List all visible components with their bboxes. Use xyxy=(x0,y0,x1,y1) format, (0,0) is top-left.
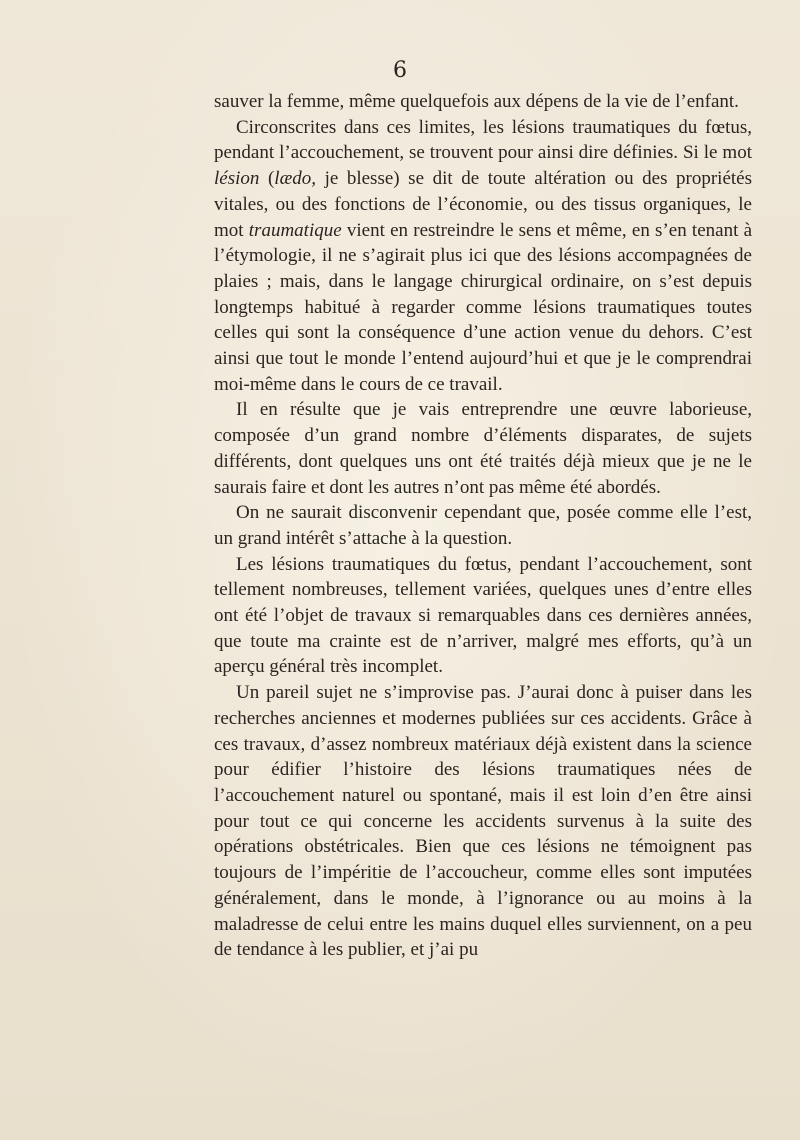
text-run: je blesse) se dit de toute altération ou des propriétés vitales, ou des fonctions de l’économie, ou des tissus organiques, le mot xyxy=(214,168,753,241)
paragraph xyxy=(214,500,752,551)
italic-term: traumatique xyxy=(248,219,342,241)
text-run: Les lésions traumatiques du fœtus, pendant l’accouchement, sont tellement nombreuses, tellement variées, quelques unes d’entre elles ont été l’objet de travaux si remarquables dans ces dernières années, que toute ma crainte est de n’arriver, malgré mes efforts, qu’à un aperçu général très incomplet. xyxy=(214,553,752,678)
italic-term: lésion xyxy=(214,168,260,190)
paragraph xyxy=(214,89,752,115)
italic-term: lædo, xyxy=(274,168,316,190)
text-run: ( xyxy=(259,168,275,190)
body-text xyxy=(214,89,752,963)
text-run: Un pareil sujet ne s’improvise pas. J’aurai donc à puiser dans les recherches anciennes et modernes publiées sur ces accidents. Grâce à ces travaux, d’assez nombreux matériaux déjà existent dans la science pour édifier l’histoire des lésions traumatiques nées de l’accouchement naturel ou spontané, mais il est loin d’en être ainsi pour tout ce qui concerne les accidents survenus à la suite des opérations obstétricales. Bien que ces lésions ne témoignent pas toujours de l’impéritie de l’accoucheur, comme elles sont imputées généralement, dans le monde, à l’ignorance ou au moins à la maladresse de celui entre les mains duquel elles surviennent, on a peu de tendance à les publier, et j’ai pu xyxy=(214,682,752,961)
paragraph xyxy=(214,680,752,963)
text-run: vient en restreindre le sens et même, en s’en tenant à l’étymologie, il ne s’agirait plus ici que des lésions accompagnées de plaies ; mais, dans le langage chirurgical ordinaire, on s’est depuis longtemps habitué à regarder comme lésions traumatiques toutes celles qui sont la conséquence d’une action venue du dehors. C’est ainsi que tout le monde l’entend aujourd’hui et que je le comprendrai moi-même dans le cours de ce travail. xyxy=(214,219,752,395)
paragraph xyxy=(214,552,752,681)
page-number: 6 xyxy=(393,58,407,83)
paragraph xyxy=(214,397,752,500)
text-run: Circonscrites dans ces limites, les lésions traumatiques du fœtus, pendant l’accouchement, se trouvent pour ainsi dire définies. Si le mot xyxy=(214,116,752,164)
text-run: Il en résulte que je vais entreprendre une œuvre laborieuse, composée d’un grand nombre d’éléments disparates, de sujets différents, dont quelques uns ont été traités déjà mieux que je ne le saurais faire et dont les autres n’ont pas même été abordés. xyxy=(214,399,752,498)
text-run: sauver la femme, même quelquefois aux dépens de la vie de l’enfant. xyxy=(214,91,739,112)
text-run: On ne saurait disconvenir cependant que, posée comme elle l’est, un grand intérêt s’attache à la question. xyxy=(214,502,752,549)
paragraph xyxy=(214,115,752,398)
